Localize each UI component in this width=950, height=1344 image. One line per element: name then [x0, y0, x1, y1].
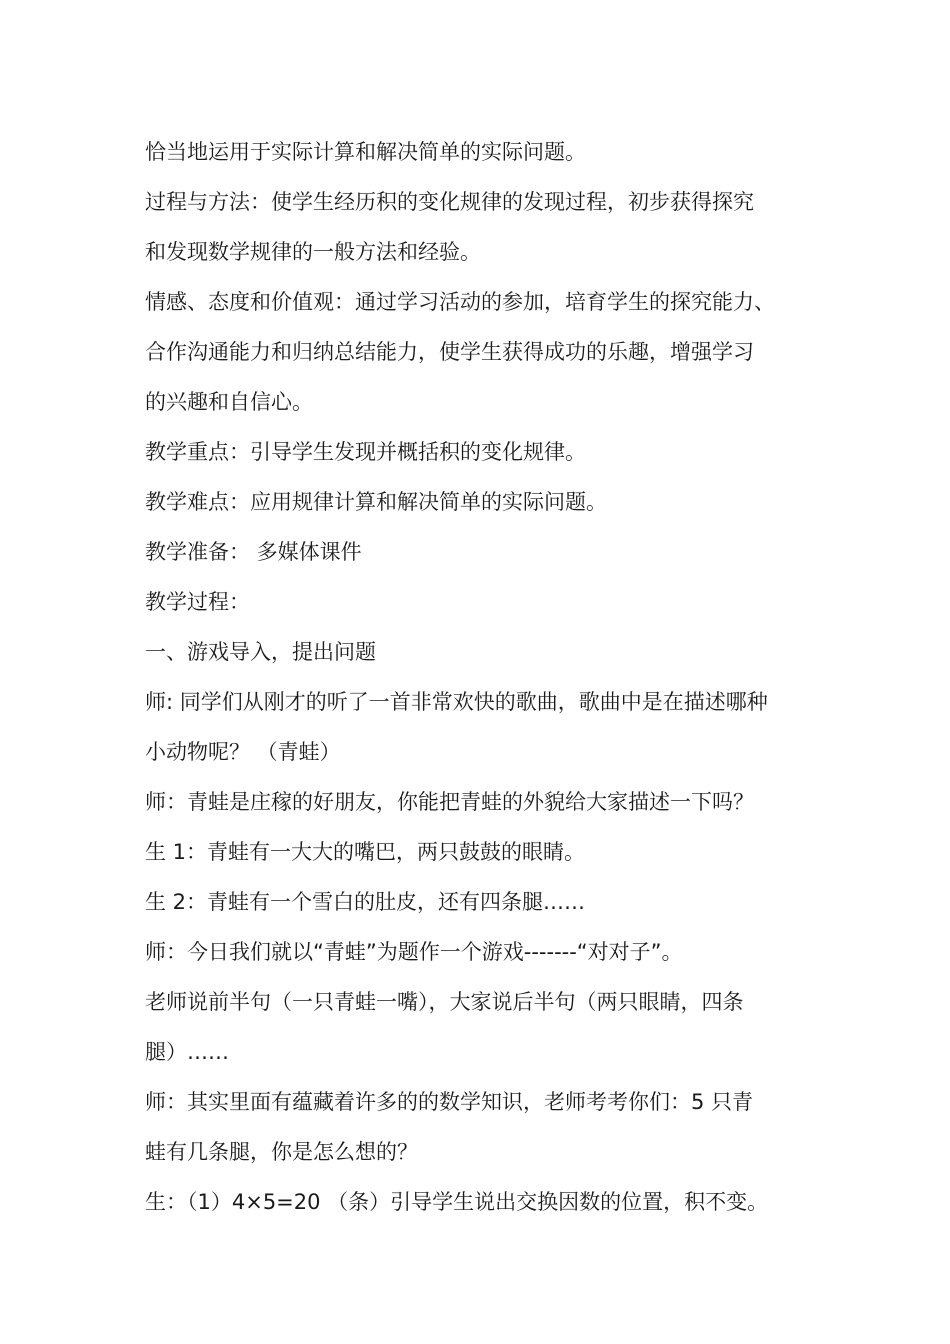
- text-line: 恰当地运用于实际计算和解决简单的实际问题。: [145, 140, 586, 164]
- text-line: 教学重点：引导学生发现并概括积的变化规律。: [145, 440, 586, 464]
- text-line: 和发现数学规律的一般方法和经验。: [145, 240, 481, 264]
- text-line: 师：其实里面有蕴藏着许多的的数学知识，老师考考你们：5 只青: [145, 1090, 754, 1114]
- text-line: 教学难点：应用规律计算和解决简单的实际问题。: [145, 490, 607, 514]
- text-line: 生 1：青蛙有一大大的嘴巴，两只鼓鼓的眼睛。: [145, 840, 586, 864]
- section-heading: 教学过程：: [145, 590, 250, 614]
- section-heading: 一、游戏导入，提出问题: [145, 640, 376, 664]
- text-line: 生 2：青蛙有一个雪白的肚皮，还有四条腿……: [145, 890, 586, 914]
- text-line: 师: 同学们从刚才的听了一首非常欢快的歌曲，歌曲中是在描述哪种: [145, 690, 768, 714]
- text-line: 过程与方法：使学生经历积的变化规律的发现过程，初步获得探究: [145, 190, 754, 214]
- text-line: 师：今日我们就以“青蛙”为题作一个游戏-------“对对子”。: [145, 940, 683, 964]
- text-line: 蛙有几条腿，你是怎么想的？: [145, 1140, 418, 1164]
- text-line: 的兴趣和自信心。: [145, 390, 313, 414]
- text-line: 生：（1）4×5=20 （条）引导学生说出交换因数的位置，积不变。: [145, 1190, 769, 1214]
- text-line: 教学准备： 多媒体课件: [145, 540, 362, 564]
- document-body: [145, 127, 835, 1227]
- text-line: 合作沟通能力和归纳总结能力，使学生获得成功的乐趣，增强学习: [145, 340, 754, 364]
- text-line: 师：青蛙是庄稼的好朋友，你能把青蛙的外貌给大家描述一下吗？: [145, 790, 754, 814]
- text-line: 老师说前半句（一只青蛙一嘴），大家说后半句（两只眼睛，四条: [145, 990, 744, 1014]
- text-line: 腿）……: [145, 1040, 229, 1064]
- text-line: 情感、态度和价值观：通过学习活动的参加，培育学生的探究能力、: [145, 290, 775, 314]
- text-line: 小动物呢？ （青蛙）: [145, 740, 341, 764]
